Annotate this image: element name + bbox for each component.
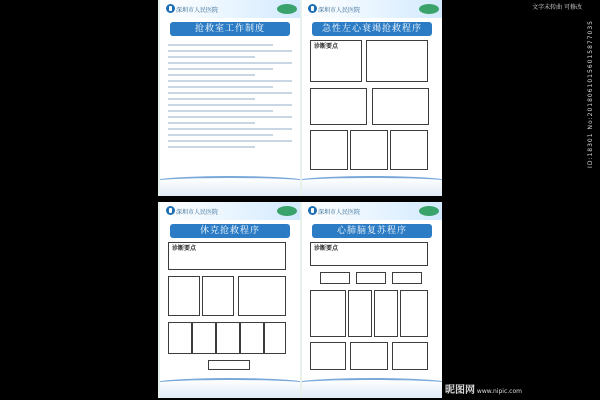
diagnosis-label: 诊断要点 — [314, 43, 339, 50]
text-line — [168, 62, 292, 64]
text-line — [168, 68, 273, 70]
panel-cpr — [300, 202, 442, 398]
panel-title: 急性左心衰竭抢救程序 — [312, 22, 432, 36]
hospital-logo-icon — [308, 206, 317, 215]
flow-box — [310, 342, 346, 370]
flow-box — [350, 342, 388, 370]
text-line — [168, 44, 273, 46]
diagnosis-box — [168, 242, 286, 270]
text-line — [168, 116, 292, 118]
diagnosis-box — [310, 242, 428, 266]
leaf-icon — [418, 204, 440, 218]
text-line — [168, 110, 273, 112]
wave-decoration — [158, 176, 300, 188]
hospital-name: 深圳市人民医院 — [318, 7, 361, 14]
flow-box — [372, 88, 429, 125]
panel-footer — [302, 178, 442, 196]
watermark-top: 文字未转曲 可修改 — [532, 4, 582, 11]
panel-title: 抢救室工作制度 — [170, 22, 290, 36]
panel-shock — [158, 202, 300, 398]
flow-box — [350, 130, 388, 170]
flowchart — [168, 242, 292, 380]
wave-decoration — [158, 378, 300, 390]
text-line — [168, 86, 273, 88]
flow-box — [310, 88, 367, 125]
flowchart — [310, 40, 434, 178]
panel-title: 心肺脑复苏程序 — [312, 224, 432, 238]
panel-header — [160, 202, 300, 220]
panel-rescue-room-rules — [158, 0, 300, 196]
flow-box — [390, 130, 428, 170]
wave-decoration — [300, 176, 442, 188]
flow-box — [192, 322, 216, 354]
leaf-icon — [276, 204, 298, 218]
watermark-side: ID:18301 No:20180610156015877035 — [587, 20, 594, 168]
panel-header — [160, 0, 300, 18]
flow-box — [320, 272, 350, 284]
hospital-logo-icon — [166, 206, 175, 215]
leaf-icon — [418, 2, 440, 16]
text-line — [168, 98, 255, 100]
flow-box — [400, 290, 428, 337]
flowchart — [310, 242, 434, 380]
flow-box — [240, 322, 264, 354]
panel-title: 休克抢救程序 — [170, 224, 290, 238]
hospital-name: 深圳市人民医院 — [176, 209, 219, 216]
flow-box — [366, 40, 428, 82]
panel-header — [302, 0, 442, 18]
text-line — [168, 140, 292, 142]
flow-box — [310, 130, 348, 170]
flow-box — [216, 322, 240, 354]
flow-box — [392, 272, 422, 284]
flow-box — [238, 276, 286, 316]
panel-body — [168, 40, 292, 178]
panel-footer — [302, 380, 442, 398]
text-line — [168, 50, 292, 52]
diagnosis-label: 诊断要点 — [314, 245, 339, 252]
text-line — [168, 56, 255, 58]
text-line — [168, 134, 273, 136]
watermark-brand: 昵图网 — [445, 385, 475, 396]
flow-box — [310, 290, 346, 337]
diagnosis-box — [310, 40, 362, 82]
text-line — [168, 80, 292, 82]
panel-footer — [160, 380, 300, 398]
hospital-name: 深圳市人民医院 — [318, 209, 361, 216]
text-line — [168, 74, 255, 76]
watermark-bottom — [445, 381, 522, 396]
watermark-url: www.nipic.com — [476, 388, 522, 395]
flow-box — [392, 342, 428, 370]
flow-box — [348, 290, 372, 337]
text-line — [168, 146, 255, 148]
flow-box — [208, 360, 250, 370]
flow-box — [264, 322, 286, 354]
panel-header — [302, 202, 442, 220]
text-line — [168, 128, 292, 130]
flow-box — [374, 290, 398, 337]
hospital-logo-icon — [166, 4, 175, 13]
text-line — [168, 92, 292, 94]
hospital-name: 深圳市人民医院 — [176, 7, 219, 14]
diagnosis-label: 诊断要点 — [172, 245, 197, 252]
flow-box — [168, 322, 192, 354]
leaf-icon — [276, 2, 298, 16]
text-line — [168, 104, 292, 106]
panel-footer — [160, 178, 300, 196]
flow-box — [356, 272, 386, 284]
flow-box — [168, 276, 200, 316]
hospital-logo-icon — [308, 4, 317, 13]
text-line — [168, 122, 255, 124]
panel-heart-failure — [300, 0, 442, 196]
flow-box — [202, 276, 234, 316]
wave-decoration — [300, 378, 442, 390]
